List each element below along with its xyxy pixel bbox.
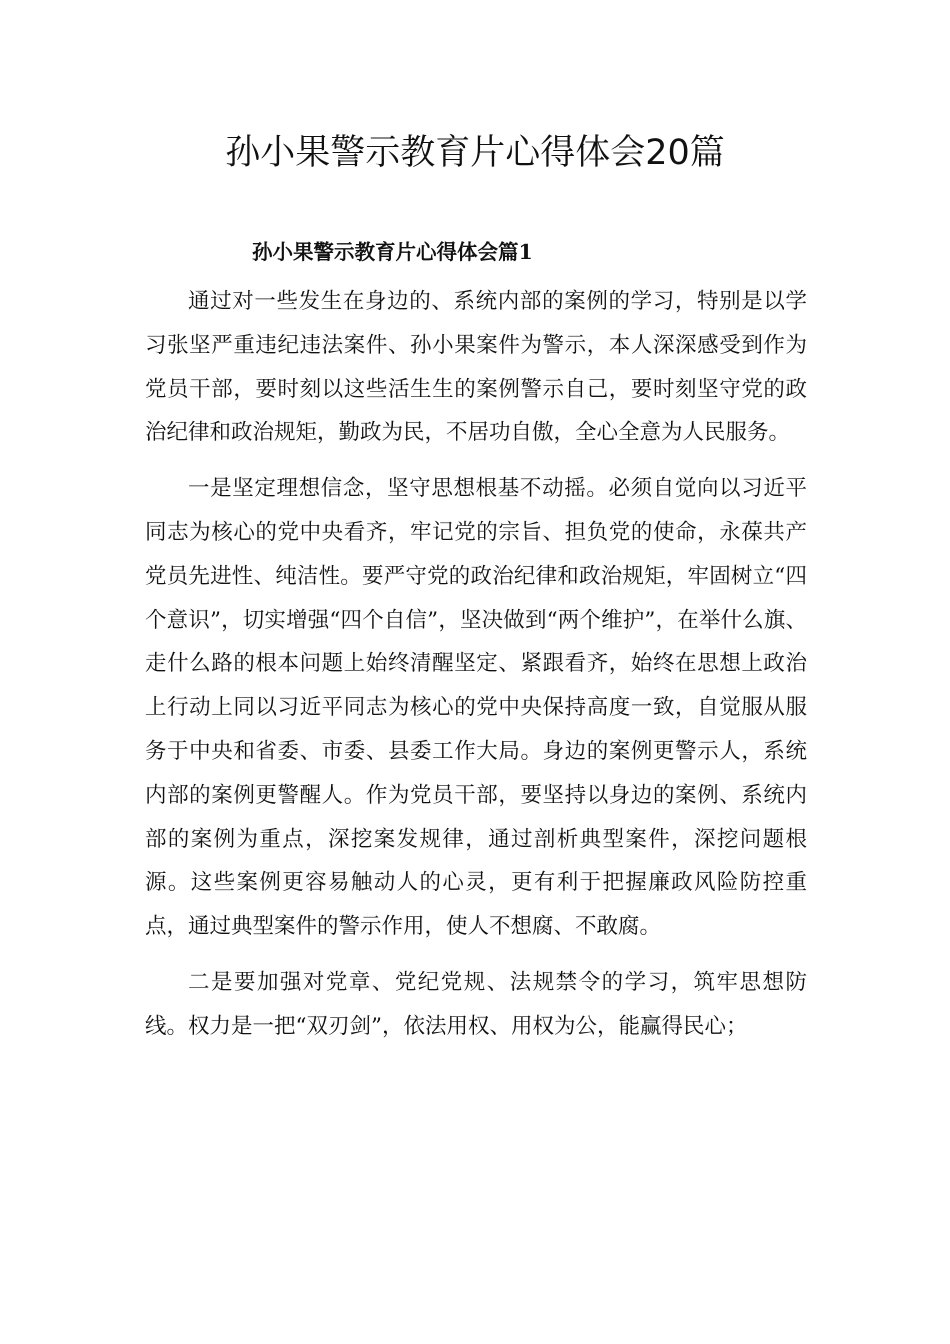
document-body xyxy=(145,280,807,1049)
paragraph-1: 通过对一些发生在身边的、系统内部的案例的学习，特别是以学习张坚严重违纪违法案件、孙小果案件为警示，本人深深感受到作为党员干部，要时刻以这些活生生的案例警示自己，要时刻坚守党的政治纪律和政治规矩，勤政为民，不居功自傲，全心全意为人民服务。 xyxy=(145,289,807,446)
paragraph-3: 二是要加强对党章、党纪党规、法规禁令的学习，筑牢思想防线。权力是一把“双刃剑”，依法用权、用权为公，能赢得民心； xyxy=(145,969,807,1039)
document-title: 孙小果警示教育片心得体会20篇 xyxy=(225,133,725,173)
paragraph-2: 一是坚定理想信念，坚守思想根基不动摇。必须自觉向以习近平同志为核心的党中央看齐，牢记党的宗旨、担负党的使命，永葆共产党员先进性、纯洁性。要严守党的政治纪律和政治规矩，牢固树立“四个意识”，切实增强“四个自信”，坚决做到“两个维护”，在举什么旗、走什么路的根本问题上始终清醒坚定、紧跟看齐，始终在思想上政治上行动上同以习近平同志为核心的党中央保持高度一致，自觉服从服务于中央和省委、市委、县委工作大局。身边的案例更警示人，系统内部的案例更警醒人。作为党员干部，要坚持以身边的案例、系统内部的案例为重点，深挖案发规律，通过剖析典型案件，深挖问题根源。这些案例更容易触动人的心灵，更有利于把握廉政风险防控重点，通过典型案件的警示作用，使人不想腐、不敢腐。 xyxy=(145,476,807,940)
section-heading: 孙小果警示教育片心得体会篇1 xyxy=(252,240,533,264)
